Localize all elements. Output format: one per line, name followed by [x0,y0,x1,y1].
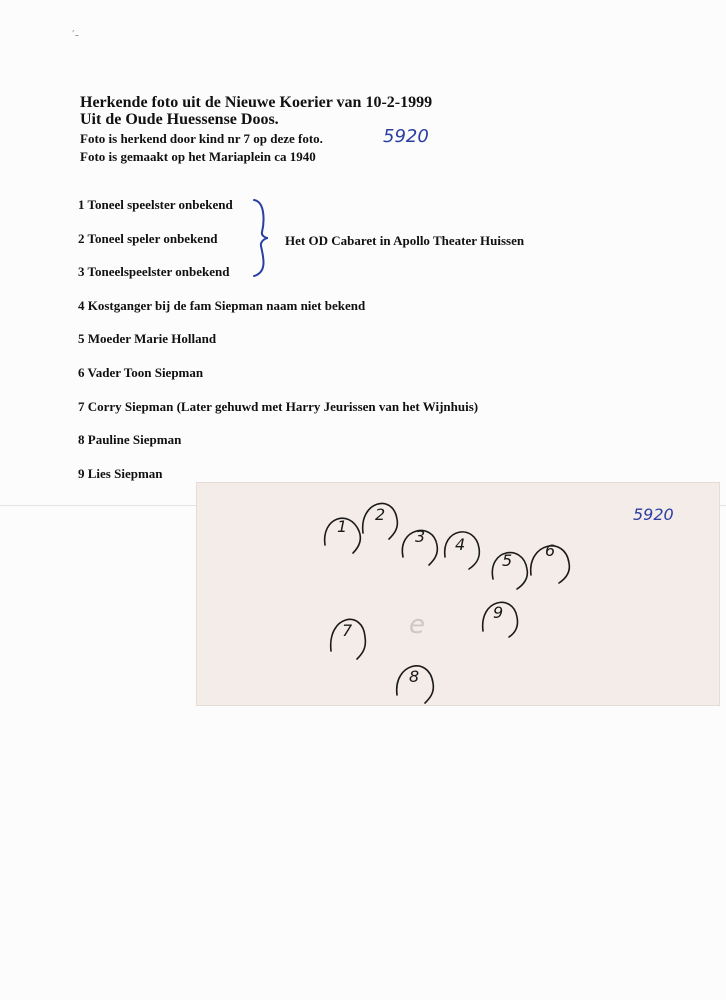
faded-mark: e [409,610,425,640]
list-item: 2 Toneel speler onbekend [78,231,218,246]
figure-label-7: 7 [342,621,353,640]
figure-label-8: 8 [409,667,420,686]
list-item: 1 Toneel speelster onbekend [78,197,233,212]
figure-label-9: 9 [493,603,504,622]
note-line-1: Foto is herkend door kind nr 7 op deze foto. [80,131,323,146]
figure-label-3: 3 [415,527,426,546]
list-item: 3 Toneelspeelster onbekend [78,264,230,279]
photo-key-clipping [196,482,720,706]
corner-mark: ′- [72,28,80,42]
figure-label-4: 4 [455,535,466,554]
figure-label-2: 2 [375,505,386,524]
title-line-1: Herkende foto uit de Nieuwe Koerier van 10-2-1999 [80,94,433,111]
figure-label-1: 1 [337,517,348,536]
list-item: 6 Vader Toon Siepman [78,365,204,380]
figure-label-6: 6 [545,541,556,560]
list-item: 8 Pauline Siepman [78,432,182,447]
archive-number: 5920 [383,126,429,147]
group-label: Het OD Cabaret in Apollo Theater Huissen [285,233,525,248]
curly-brace-mark [248,196,278,280]
list-item: 9 Lies Siepman [78,466,163,481]
clipping-archive-number: 5920 [633,505,674,524]
list-item: 4 Kostganger bij de fam Siepman naam niet bekend [78,298,366,313]
list-item: 7 Corry Siepman (Later gehuwd met Harry Jeurissen van het Wijnhuis) [78,399,479,414]
list-item: 5 Moeder Marie Holland [78,331,217,346]
title-line-2: Uit de Oude Huessense Doos. [80,111,279,128]
figure-label-5: 5 [502,551,513,570]
note-line-2: Foto is gemaakt op het Mariaplein ca 1940 [80,149,316,164]
